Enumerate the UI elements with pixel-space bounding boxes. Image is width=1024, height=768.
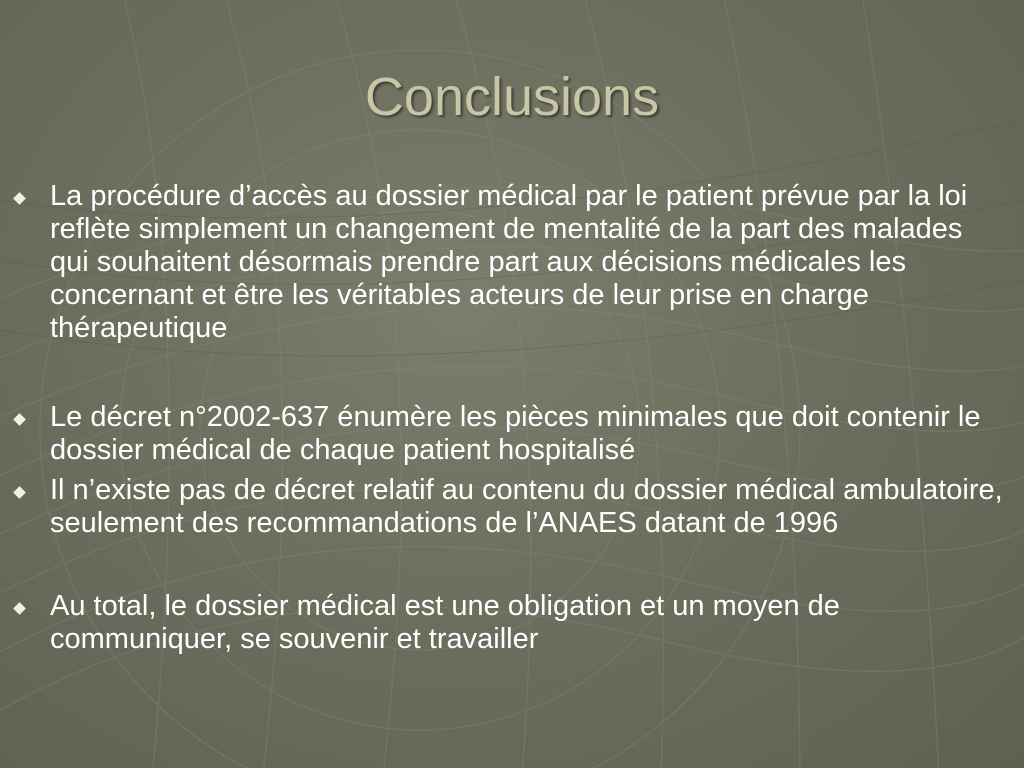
bullet-item bbox=[0, 180, 1024, 345]
bullet-text: Le décret n°2002-637 énumère les pièces minimales que doit contenir le dossier médical de chaque patient hospitalisé bbox=[50, 401, 981, 466]
bullet-text: Il n’existe pas de décret relatif au contenu du dossier médical ambulatoire, seulement des recommandations de l’ANAES datant de 1996 bbox=[50, 474, 1003, 539]
diamond-bullet-icon bbox=[13, 486, 26, 499]
bullet-text: La procédure d’accès au dossier médical par le patient prévue par la loi reflète simplement un changement de mentalité de la part des malades qui souhaitent désormais prendre part aux décisions médicales les concernant et être les véritables acteurs de leur prise en charge thérapeutique bbox=[50, 180, 968, 344]
bullet-list bbox=[0, 180, 1024, 656]
slide-title: Conclusions bbox=[364, 67, 660, 127]
bullet-item bbox=[0, 590, 1024, 656]
diamond-bullet-icon bbox=[13, 413, 26, 426]
bullet-item bbox=[0, 474, 1024, 540]
diamond-bullet-icon bbox=[13, 602, 26, 615]
bullet-item bbox=[0, 401, 1024, 467]
bullet-text: Au total, le dossier médical est une obligation et un moyen de communiquer, se souvenir et travailler bbox=[50, 590, 840, 655]
diamond-bullet-icon bbox=[13, 192, 26, 205]
